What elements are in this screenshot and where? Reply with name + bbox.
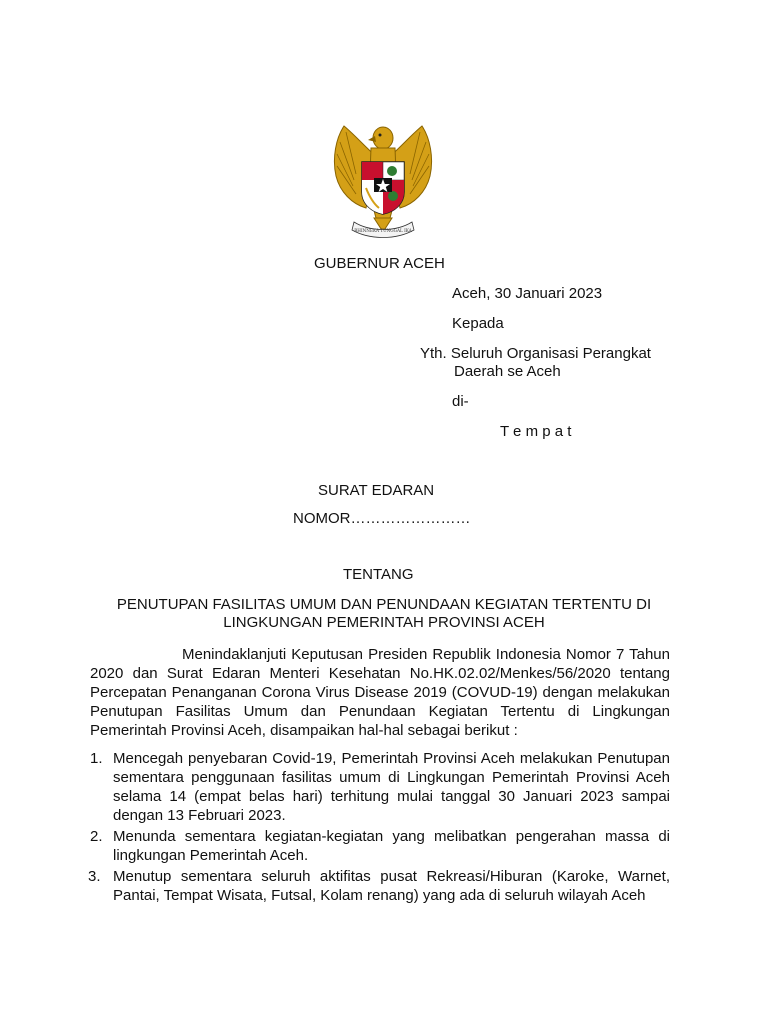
list-item-text: Menunda sementara kegiatan-kegiatan yang melibatkan pengerahan massa di lingkungan Pemerintah Aceh. — [113, 828, 670, 864]
list-item-number: 1. — [90, 750, 103, 767]
subject-line-2: LINGKUNGAN PEMERINTAH PROVINSI ACEH — [223, 614, 545, 631]
addressee-to-label: Kepada — [452, 315, 504, 332]
recipient-line-1: Yth. Seluruh Organisasi Perangkat — [420, 345, 651, 362]
recipient-line-2: Daerah se Aceh — [454, 363, 561, 380]
list-item-number: 3. — [88, 868, 101, 885]
list-item — [90, 867, 670, 905]
garuda-pancasila-emblem-icon — [326, 118, 440, 244]
subject-line-1: PENUTUPAN FASILITAS UMUM DAN PENUNDAAN KEGIATAN TERTENTU DI — [116, 596, 652, 613]
document-number: NOMOR…………………… — [293, 510, 471, 527]
intro-text: Menindaklanjuti Keputusan Presiden Republik Indonesia Nomor 7 Tahun 2020 dan Surat Edaran Menteri Kesehatan No.HK.02.02/Menkes/56/2020 tentang Percepatan Penanganan Corona Virus Disease 2019 (COVUD-19) dengan melakukan Penutupan Fasilitas Umum dan Penundaan Kegiatan Tertentu di Lingkungan Pemerintah Provinsi Aceh, disampaikan hal-hal sebagai berikut : — [90, 646, 670, 739]
addressee-place: T e m p a t — [500, 423, 572, 440]
addressee-di: di- — [452, 393, 469, 410]
list-item — [90, 749, 670, 825]
emblem-motto: BHINNEKA TUNGGAL IKA — [354, 228, 412, 233]
document-type: SURAT EDARAN — [318, 482, 435, 499]
list-item-text: Mencegah penyebaran Covid-19, Pemerintah Provinsi Aceh melakukan Penutupan sementara penggunaan fasilitas umum di Lingkungan Pemerintah Provinsi Aceh selama 14 (empat belas hari) terhitung mulai tanggal 30 Januari 2023 sampai dengan 13 Februari 2023. — [113, 750, 670, 824]
office-title: GUBERNUR ACEH — [314, 255, 445, 272]
letter-date: Aceh, 30 Januari 2023 — [452, 285, 603, 302]
list-item — [90, 827, 670, 865]
list-item-text: Menutup sementara seluruh aktifitas pusat Rekreasi/Hiburan (Karoke, Warnet, Pantai, Tempat Wisata, Futsal, Kolam renang) yang ada di seluruh wilayah Aceh — [113, 868, 670, 904]
intro-paragraph — [90, 645, 670, 740]
about-label: TENTANG — [343, 566, 414, 583]
list-item-number: 2. — [90, 828, 103, 845]
instruction-list — [90, 749, 670, 907]
